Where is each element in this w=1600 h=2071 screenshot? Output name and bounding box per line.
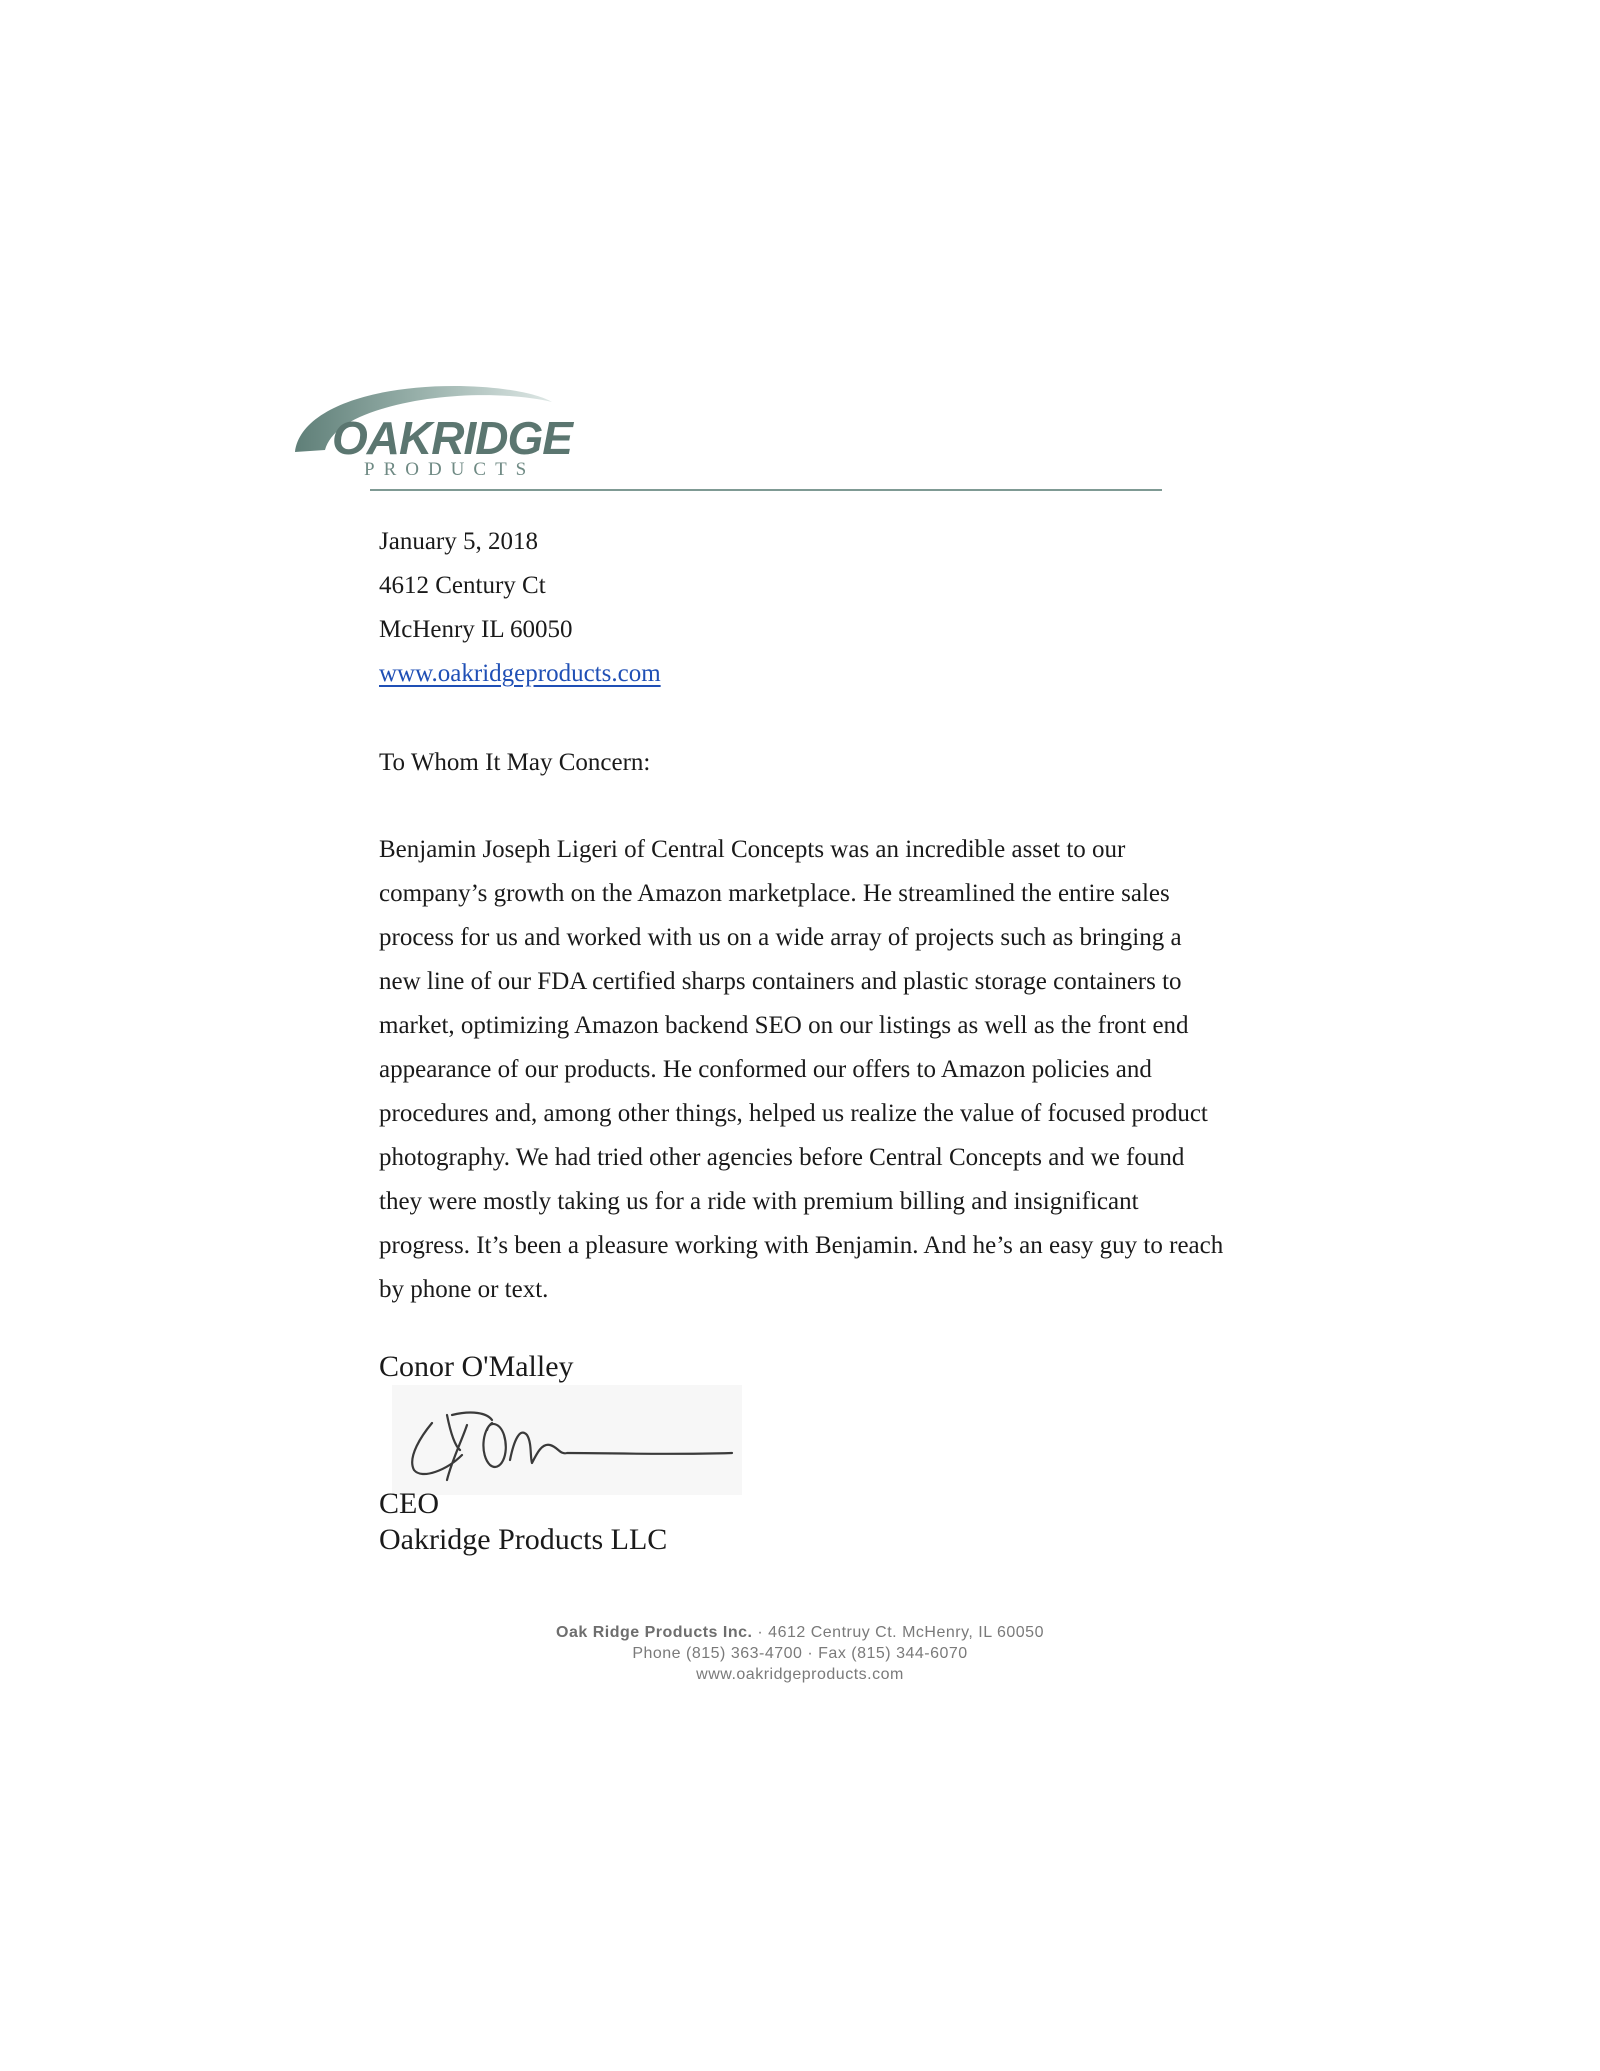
sender-address bbox=[379, 520, 661, 696]
signer-company: Oakridge Products LLC bbox=[379, 1523, 668, 1556]
address-city: McHenry IL 60050 bbox=[379, 616, 573, 643]
header-divider bbox=[370, 489, 1162, 491]
body-paragraph: Benjamin Joseph Ligeri of Central Concepts was an incredible asset to our company’s growth on the Amazon marketplace. He streamlined the entire sales process for us and worked with us on a wide array of projects such as bringing a new line of our FDA certified sharps containers and plastic storage containers to market, optimizing Amazon backend SEO on our listings as well as the front end appearance of our products. He conformed our offers to Amazon policies and procedures and, among other things, helped us realize the value of focused product photography. We had tried other agencies before Central Concepts and we found they were mostly taking us for a ride with premium billing and insignificant progress. It’s been a pleasure working with Benjamin. And he’s an easy guy to reach by phone or text. bbox=[379, 836, 1224, 1303]
signer-name: Conor O'Malley bbox=[379, 1350, 574, 1383]
letterhead-footer bbox=[0, 1622, 1600, 1685]
footer-company: Oak Ridge Products Inc. bbox=[556, 1624, 753, 1641]
signer-block bbox=[379, 1486, 667, 1558]
logo-wordmark: OAKRIDGE bbox=[332, 412, 572, 464]
logo-subtitle: PRODUCTS bbox=[364, 459, 536, 480]
handwritten-signature bbox=[392, 1385, 742, 1495]
salutation: To Whom It May Concern: bbox=[379, 749, 651, 776]
company-logo bbox=[290, 380, 590, 490]
letter-body bbox=[379, 828, 1229, 1312]
website-link[interactable]: www.oakridgeproducts.com bbox=[379, 660, 661, 687]
footer-website: www.oakridgeproducts.com bbox=[696, 1666, 904, 1683]
letter-date: January 5, 2018 bbox=[379, 528, 538, 555]
signer-title: CEO bbox=[379, 1487, 439, 1520]
footer-address: · 4612 Centruy Ct. McHenry, IL 60050 bbox=[752, 1624, 1044, 1641]
footer-phone-fax: Phone (815) 363-4700 · Fax (815) 344-6070 bbox=[632, 1645, 968, 1662]
address-street: 4612 Century Ct bbox=[379, 572, 546, 599]
